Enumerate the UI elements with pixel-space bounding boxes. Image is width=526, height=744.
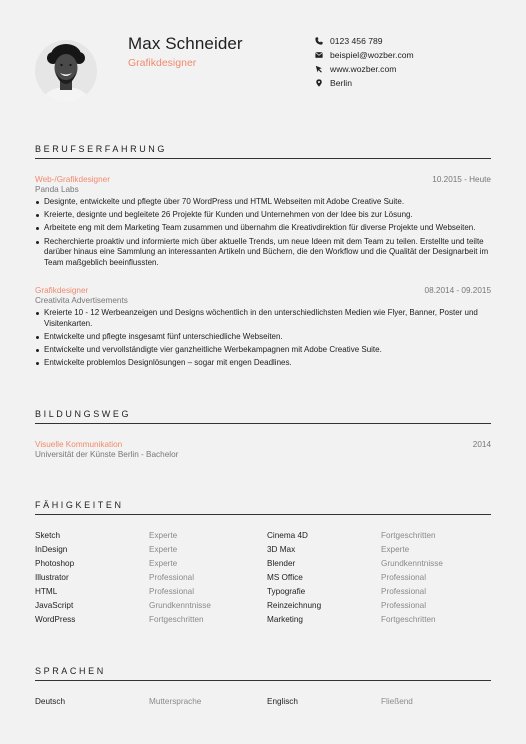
education-entry	[35, 440, 491, 459]
website-url[interactable]: www.wozber.com	[330, 64, 397, 74]
experience-section	[35, 144, 491, 374]
skill-item-name: Reinzeichnung	[267, 601, 322, 610]
skill-item-name: Illustrator	[35, 573, 69, 582]
skill-item-name: Blender	[267, 559, 296, 568]
job-entry	[35, 175, 491, 271]
skill-item-name: Typografie	[267, 587, 306, 596]
phone-icon	[314, 36, 324, 46]
list-item: Designte, entwickelte und pflegte über 70 WordPress und HTML Webseiten mit Adobe Creative Suite.	[35, 197, 491, 208]
skill-item-level: Fortgeschritten	[381, 615, 436, 624]
skill-item-name: WordPress	[35, 615, 76, 624]
job-company: Panda Labs	[35, 185, 79, 194]
skill-item-name: InDesign	[35, 545, 68, 554]
profile-photo	[35, 36, 97, 106]
list-item: Arbeitete eng mit dem Marketing Team zusammen und übernahm die Kreativdirektion für diverse Projekte und Webseiten.	[35, 223, 491, 234]
job-bullets	[35, 197, 491, 268]
experience-heading: BERUFSERFAHRUNG	[35, 144, 491, 159]
email-address[interactable]: beispiel@wozber.com	[330, 50, 414, 60]
contact-location	[314, 76, 504, 90]
job-date: 10.2015 - Heute	[432, 175, 491, 184]
list-item: Entwickelte und vervollständigte vier ganzheitliche Werbekampagnen mit Adobe Creative Suite.	[35, 345, 491, 356]
education-date: 2014	[472, 440, 491, 449]
job-date: 08.2014 - 09.2015	[424, 286, 491, 295]
cursor-icon	[314, 64, 324, 74]
skill-item-name: Sketch	[35, 531, 61, 540]
skill-item-name: HTML	[35, 587, 58, 596]
skill-item-name: 3D Max	[267, 545, 296, 554]
education-school: Universität der Künste Berlin - Bachelor	[35, 450, 179, 459]
contact-website	[314, 62, 504, 76]
job-title: Web-/Grafikdesigner	[35, 175, 110, 184]
skill-item-name: Cinema 4D	[267, 531, 308, 540]
skill-item-name: JavaScript	[35, 601, 74, 610]
skill-item-name: Photoshop	[35, 559, 75, 568]
skill-item-name: Marketing	[267, 615, 303, 624]
contact-list	[314, 34, 504, 90]
education-title: Visuelle Kommunikation	[35, 440, 123, 449]
language-level: Fließend	[381, 697, 413, 706]
skill-item-level: Professional	[381, 601, 427, 610]
languages-section	[35, 666, 491, 716]
skill-item-level: Experte	[149, 559, 178, 568]
list-item: Entwickelte problemlos Designlösungen – sogar mit engen Deadlines.	[35, 358, 491, 369]
education-section	[35, 409, 491, 469]
language-name: Deutsch	[35, 697, 66, 706]
skill-item-level: Fortgeschritten	[149, 615, 204, 624]
languages-heading: SPRACHEN	[35, 666, 491, 681]
phone-number[interactable]: 0123 456 789	[330, 36, 383, 46]
list-item: Kreierte 10 - 12 Werbeanzeigen und Designs wöchentlich in den unterschiedlichsten Medien wie Flyer, Banner, Poster und Visitenkarten.	[35, 308, 491, 329]
skill-item-level: Professional	[381, 587, 427, 596]
job-company: Creativita Advertisements	[35, 296, 128, 305]
skill-item-level: Experte	[149, 545, 178, 554]
job-bullets	[35, 308, 491, 369]
location-pin-icon	[314, 78, 324, 88]
skills-section	[35, 500, 491, 630]
skill-item-level: Professional	[149, 587, 195, 596]
list-item: Kreierte, designte und begleitete 26 Projekte für Kunden und Unternehmen von der Idee bis zur Lösung.	[35, 210, 491, 221]
language-level: Muttersprache	[149, 697, 202, 706]
mail-icon	[314, 50, 324, 60]
skill-item-level: Professional	[149, 573, 195, 582]
skill-item-name: MS Office	[267, 573, 303, 582]
skill-item-level: Fortgeschritten	[381, 531, 436, 540]
job-title: Grafikdesigner	[35, 286, 89, 295]
skills-heading: FÄHIGKEITEN	[35, 500, 491, 515]
skill-item-level: Experte	[149, 531, 178, 540]
skill-item-level: Grundkenntnisse	[149, 601, 211, 610]
job-entry	[35, 286, 491, 371]
job-role: Grafikdesigner	[128, 57, 197, 69]
language-name: Englisch	[267, 697, 298, 706]
education-heading: BILDUNGSWEG	[35, 409, 491, 424]
contact-phone	[314, 34, 504, 48]
list-item: Recherchierte proaktiv und informierte mich über aktuelle Trends, um neue Ideen mit dem Team zu teilen. Erstellte und teilte darüber hinaus eine Sammlung an interessanten Artikeln und Büchern, die den Workflow und die Qualität der Designarbeit im Team maßgeblich beeinflussten.	[35, 237, 491, 269]
skill-item-level: Experte	[381, 545, 410, 554]
location-text: Berlin	[330, 78, 352, 88]
contact-email	[314, 48, 504, 62]
list-item: Entwickelte und pflegte insgesamt fünf unterschiedliche Webseiten.	[35, 332, 491, 343]
skill-item-level: Professional	[381, 573, 427, 582]
skill-item-level: Grundkenntnisse	[381, 559, 443, 568]
person-name: Max Schneider	[128, 34, 243, 53]
